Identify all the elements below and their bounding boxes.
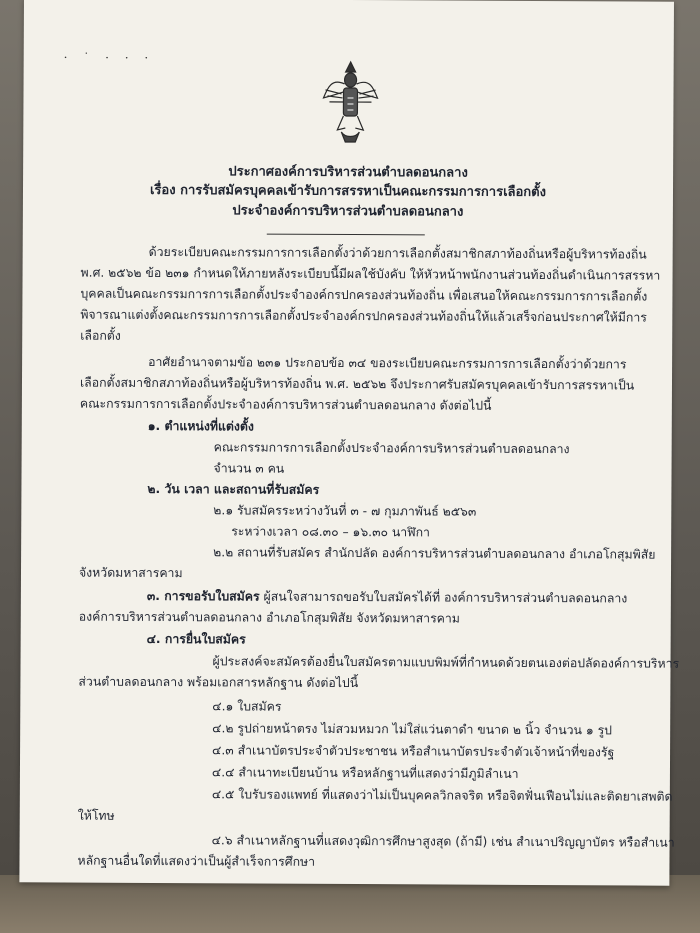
- paragraph-line: ด้วยระเบียบคณะกรรมการการเลือกตั้งว่าด้วยการเลือกตั้งสมาชิกสภาท้องถิ่นหรือผู้บริหารท้องถิ่น: [148, 244, 647, 262]
- paragraph-line: อาศัยอำนาจตามข้อ ๒๓๑ ประกอบข้อ ๓๔ ของระเบียบคณะกรรมการการเลือกตั้งว่าด้วยการ: [148, 354, 627, 372]
- announcement-title: ประกาศองค์การบริหารส่วนตำบลดอนกลาง: [228, 164, 468, 181]
- section-heading: ๓. การขอรับใบสมัคร: [146, 588, 260, 604]
- list-item: ๔.๓ สำเนาบัตรประจำตัวประชาชน หรือสำเนาบัตรประจำตัวเจ้าหน้าที่ของรัฐ: [212, 743, 615, 760]
- section-line: องค์การบริหารส่วนตำบลดอนกลาง อำเภอโกสุมพิสัย จังหวัดมหาสารคาม: [78, 609, 460, 626]
- section-heading: ๔. การยื่นใบสมัคร: [146, 631, 246, 647]
- paragraph-line: พิจารณาแต่งตั้งคณะกรรมการการเลือกตั้งประจำองค์กรปกครองส่วนท้องถิ่นให้แล้วเสร็จก่อนประกาศให้มีการ: [80, 307, 647, 325]
- paragraph-line: เลือกตั้งสมาชิกสภาท้องถิ่นหรือผู้บริหารท้องถิ่น พ.ศ. ๒๕๖๒ จึงประกาศรับสมัครบุคคลเข้ารับการสรรหาเป็น: [79, 375, 635, 393]
- list-item: ให้โทษ: [77, 808, 115, 823]
- document-page: [19, 0, 680, 886]
- announcement-subject-cont: ประจำองค์การบริหารส่วนตำบลดอนกลาง: [232, 203, 464, 220]
- section-line: ส่วนตำบลดอนกลาง พร้อมเอกสารหลักฐาน ดังต่อไปนี้: [78, 674, 359, 691]
- title-divider: [267, 234, 425, 236]
- section-line: จังหวัดมหาสารคาม: [78, 565, 183, 581]
- paragraph-line: พ.ศ. ๒๕๖๒ ข้อ ๒๓๑ กำหนดให้ภายหลังระเบียบนี้มีผลใช้บังคับ ให้หัวหน้าพนักงานส่วนท้องถิ่นดำเนินการสรรหา: [80, 265, 661, 283]
- list-item: ๔.๒ รูปถ่ายหน้าตรง ไม่สวมหมวก ไม่ใส่แว่นตาดำ ขนาด ๒ นิ้ว จำนวน ๑ รูป: [212, 721, 613, 738]
- section-line: จำนวน ๓ คน: [213, 461, 285, 476]
- garuda-emblem-icon: [321, 58, 379, 144]
- list-item: หลักฐานอื่นใดที่แสดงว่าเป็นผู้สำเร็จการศึกษา: [77, 853, 316, 869]
- paragraph-line: เลือกตั้ง: [80, 328, 121, 343]
- section-line: ๒.๒ สถานที่รับสมัคร สำนักปลัด องค์การบริหารส่วนตำบลดอนกลาง อำเภอโกสุมพิสัย: [213, 545, 656, 562]
- ink-specks: · ˙ · · ·: [63, 50, 155, 65]
- paragraph-line: บุคคลเป็นคณะกรรมการการเลือกตั้งประจำองค์กรปกครองส่วนท้องถิ่น เพื่อเสนอให้คณะกรรมการการเลือกตั้ง: [80, 286, 648, 304]
- section-line: [147, 589, 628, 607]
- list-item: ๔.๕ ใบรับรองแพทย์ ที่แสดงว่าไม่เป็นบุคคลวิกลจริต หรือจิตฟั่นเฟือนไม่และติดยาเสพติด: [211, 787, 673, 804]
- list-item: ๔.๖ สำเนาหลักฐานที่แสดงวุฒิการศึกษาสูงสุด (ถ้ามี) เช่น สำเนาปริญญาบัตร หรือสำเนา: [211, 833, 675, 850]
- list-item: ๔.๔ สำเนาทะเบียนบ้าน หรือหลักฐานที่แสดงว่ามีภูมิลำเนา: [211, 765, 519, 781]
- section-line: ระหว่างเวลา ๐๘.๓๐ – ๑๖.๓๐ นาฬิกา: [231, 524, 431, 540]
- section-heading: ๑. ตำแหน่งที่แต่งตั้ง: [147, 418, 254, 434]
- section-line: คณะกรรมการการเลือกตั้งประจำองค์การบริหารส่วนตำบลดอนกลาง: [213, 440, 570, 457]
- section-text: ผู้สนใจสามารถขอรับใบสมัครได้ที่ องค์การบริหารส่วนตำบลดอนกลาง: [259, 589, 628, 606]
- section-line: ๒.๑ รับสมัครระหว่างวันที่ ๓ - ๗ กุมภาพันธ์ ๒๕๖๓: [213, 503, 477, 519]
- paragraph-line: คณะกรรมการการเลือกตั้งประจำองค์การบริหารส่วนตำบลดอนกลาง ดังต่อไปนี้: [79, 396, 492, 413]
- list-item: ๔.๑ ใบสมัคร: [212, 699, 282, 714]
- section-line: ผู้ประสงค์จะสมัครต้องยื่นใบสมัครตามแบบพิมพ์ที่กำหนดด้วยตนเองต่อปลัดองค์การบริหาร: [212, 654, 680, 671]
- section-heading: ๒. วัน เวลา และสถานที่รับสมัคร: [147, 481, 320, 497]
- announcement-subject: เรื่อง การรับสมัครบุคคลเข้ารับการสรรหาเป็นคณะกรรมการการเลือกตั้ง: [149, 182, 547, 201]
